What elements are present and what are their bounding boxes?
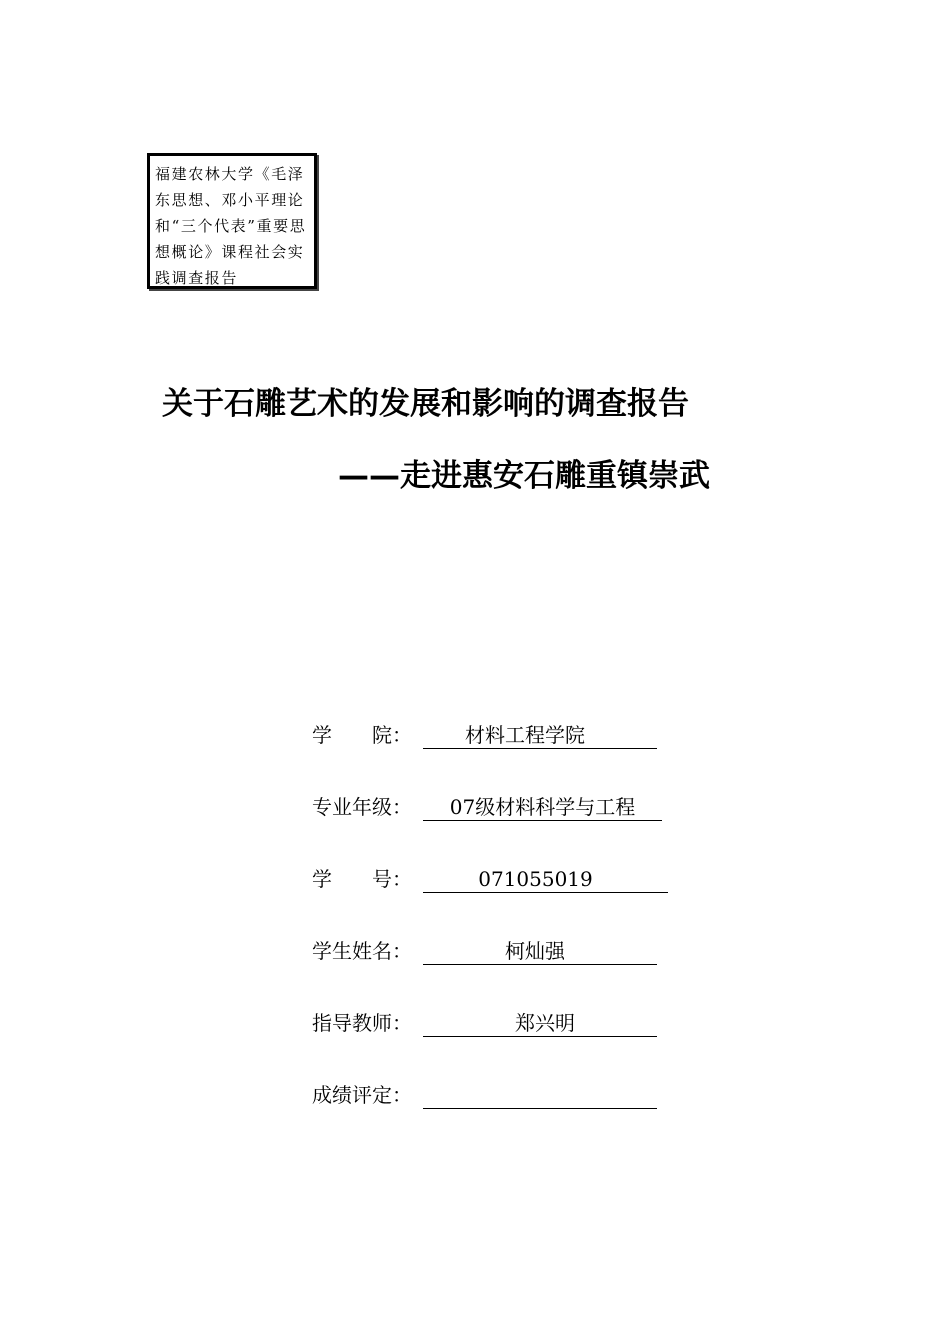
info-row-student-id bbox=[312, 859, 668, 893]
course-info-box: 福建农林大学《毛泽东思想、邓小平理论和“三个代表”重要思想概论》课程社会实践调查报告 bbox=[147, 153, 317, 289]
info-value-blank bbox=[423, 1082, 657, 1109]
info-value: 07级材料科学与工程 bbox=[423, 794, 662, 821]
info-label: 学生姓名： bbox=[312, 939, 412, 963]
info-row-student-name bbox=[312, 931, 657, 965]
info-label: 专业年级： bbox=[312, 795, 412, 819]
report-title: 关于石雕艺术的发展和影响的调查报告 bbox=[162, 386, 689, 422]
info-label: 成绩评定： bbox=[312, 1083, 412, 1107]
info-label: 学 院： bbox=[312, 723, 412, 747]
info-value: 071055019 bbox=[423, 866, 668, 893]
info-label: 学 号： bbox=[312, 867, 412, 891]
info-row-major-grade bbox=[312, 787, 662, 821]
info-label: 指导教师： bbox=[312, 1011, 412, 1035]
info-value: 柯灿强 bbox=[423, 938, 657, 965]
info-value: 材料工程学院 bbox=[423, 722, 657, 749]
info-row-grade-evaluation bbox=[312, 1075, 657, 1109]
info-value: 郑兴明 bbox=[423, 1010, 657, 1037]
info-row-college bbox=[312, 715, 657, 749]
report-subtitle: ——走进惠安石雕重镇崇武 bbox=[338, 458, 710, 494]
info-row-advisor bbox=[312, 1003, 657, 1037]
